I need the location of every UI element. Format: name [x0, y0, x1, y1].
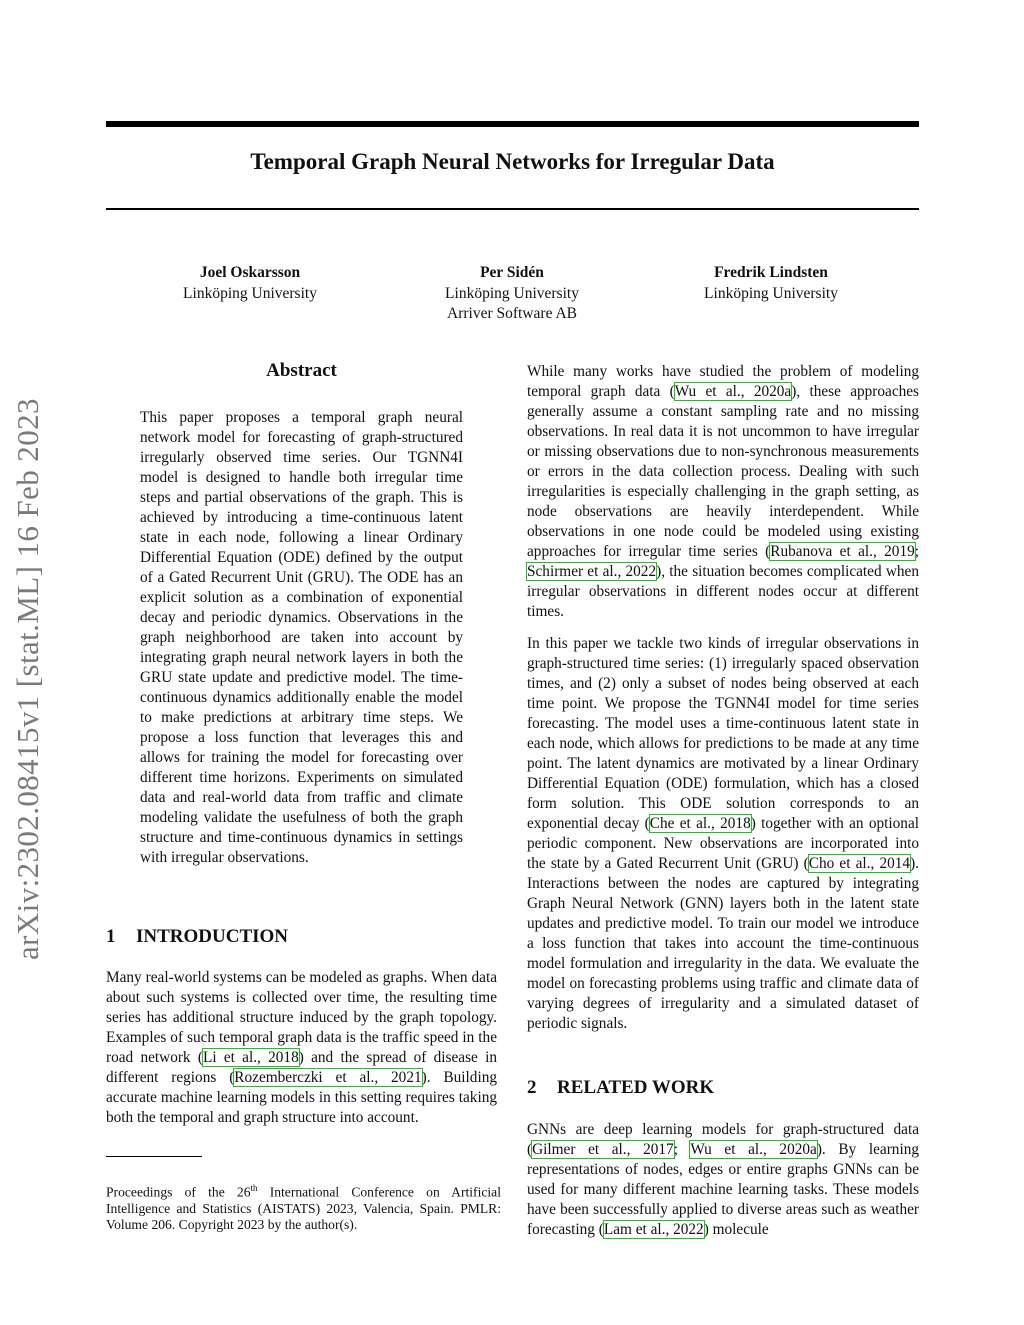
- paper-title: Temporal Graph Neural Networks for Irregular Data: [250, 149, 775, 174]
- title-rule-bottom: [106, 208, 919, 210]
- text-run: ) molecule: [703, 1221, 769, 1238]
- section-related-work-heading: [527, 1077, 714, 1099]
- author-affiliation-secondary: Arriver Software AB: [447, 305, 577, 322]
- text-run: ), these approaches generally assume a constant sampling rate and no missing observations. In real data it is not uncommon to have irregular or missing observations due to non-synchronous measurements or errors in the data collection process. Dealing with such irregularities is especially challenging in the graph setting, as node observations are heavily interdependent. While observations in one node could be modeled using existing approaches for irregular time series (: [527, 383, 920, 560]
- citation-link[interactable]: Li et al., 2018: [202, 1049, 299, 1066]
- author-name: Fredrik Lindsten: [714, 264, 828, 281]
- citation-link[interactable]: Wu et al., 2020a: [690, 1141, 817, 1158]
- section-title: INTRODUCTION: [136, 926, 289, 947]
- author-name: Per Sidén: [480, 264, 544, 281]
- author-2: [402, 263, 622, 325]
- text-run: ), the situation becomes complicated when irregular observations in different nodes occur at different times.: [527, 563, 919, 620]
- text-run: ) together with an optional periodic component. New observations are incorporated into the state by a Gated Recurrent Unit (GRU) (: [527, 815, 919, 872]
- section-number: 1: [106, 926, 116, 947]
- section-number: 2: [527, 1077, 537, 1098]
- section-introduction-heading: [106, 926, 288, 948]
- text-run: ). Building accurate machine learning models in this setting requires taking both the temporal and graph structure into account.: [106, 1069, 497, 1126]
- citation-link[interactable]: Gilmer et al., 2017: [532, 1141, 674, 1158]
- text-run: ). Interactions between the nodes are captured by integrating Graph Neural Network (GNN) layers both in the latent state updates and predictive model. To train our model we introduce a loss function that takes into account the time-continuous model formulation and irregularity in the data. We evaluate the model on forecasting problems using traffic and climate data of varying degrees of irregularity and a simulated dataset of periodic signals.: [527, 855, 919, 1032]
- text-run: ;: [673, 1141, 691, 1158]
- superscript: th: [250, 1183, 258, 1193]
- citation-link[interactable]: Cho et al., 2014: [808, 855, 911, 872]
- text-run: Proceedings of the 26: [106, 1184, 251, 1200]
- citation-link[interactable]: Rubanova et al., 2019: [770, 543, 915, 560]
- intro-paragraph-3: [527, 634, 919, 1034]
- intro-paragraph-1: [106, 968, 497, 1128]
- citation-link[interactable]: Lam et al., 2022: [603, 1221, 704, 1238]
- author-3: [661, 263, 881, 304]
- text-run: ). By learning representations of nodes, edges or entire graphs GNNs can be used for many different machine learning tasks. These models have been successfully applied to diverse areas such as weather forecasting (: [527, 1141, 919, 1238]
- abstract-heading: Abstract: [266, 360, 337, 381]
- text-run: International Conference on Artificial Intelligence and Statistics (AISTATS) 2023, Valencia, Spain. PMLR: Volume 206. Copyright 2023 by the author(s).: [106, 1184, 501, 1232]
- text-run: ) and the spread of disease in different regions (: [106, 1049, 497, 1086]
- intro-paragraph-2: [527, 362, 919, 622]
- text-run: In this paper we tackle two kinds of irregular observations in graph-structured time series: (1) irregularly spaced observation times, and (2) only a subset of nodes being observed at each time point. We propose the TGNN4I model for time series forecasting. The model uses a time-continuous latent state in each node, which allows for predictions to be made at any time point. The latent dynamics are motivated by a linear Ordinary Differential Equation (ODE) formulation, which has a closed form solution. This ODE solution corresponds to an exponential decay (: [527, 635, 919, 832]
- related-paragraph-1: [527, 1120, 919, 1240]
- author-affiliation: Linköping University: [445, 284, 579, 302]
- author-affiliation: Linköping University: [183, 284, 317, 302]
- section-title: RELATED WORK: [557, 1077, 715, 1098]
- citation-link[interactable]: Che et al., 2018: [649, 815, 751, 832]
- text-run: Many real-world systems can be modeled as graphs. When data about such systems is collected over time, the resulting time series has additional structure induced by the graph topology. Examples of such temporal graph data is the traffic speed in the road network (: [106, 969, 497, 1066]
- title-rule-top: [106, 121, 919, 127]
- author-1: [140, 263, 360, 304]
- citation-link[interactable]: Rozemberczki et al., 2021: [234, 1069, 422, 1086]
- citation-link[interactable]: Wu et al., 2020a: [674, 383, 792, 400]
- text-run: While many works have studied the problem of modeling temporal graph data (: [527, 363, 919, 400]
- arxiv-identifier: arXiv:2302.08415v1 [stat.ML] 16 Feb 2023: [10, 398, 45, 960]
- citation-link[interactable]: Schirmer et al., 2022: [527, 563, 657, 580]
- footnote-rule: [106, 1156, 202, 1157]
- footnote-proceedings: [106, 1180, 501, 1233]
- text-run: ;: [914, 543, 919, 560]
- abstract-text: This paper proposes a temporal graph neural network model for forecasting of graph-structured irregularly observed time series. Our TGNN4I model is designed to handle both irregular time steps and partial observations of the graph. This is achieved by introducing a time-continuous latent state in each node, following a linear Ordinary Differential Equation (ODE) defined by the output of a Gated Recurrent Unit (GRU). The ODE has an explicit solution as a combination of exponential decay and periodic dynamics. Observations in the graph neighborhood are taken into account by integrating graph neural network layers in both the GRU state update and predictive model. The time-continuous dynamics additionally enable the model to make predictions at arbitrary time steps. We propose a loss function that leverages this and allows for training the model for forecasting over different time horizons. Experiments on simulated data and real-world data from traffic and climate modeling validate the usefulness of both the graph structure and time-continuous dynamics in settings with irregular observations.: [140, 409, 463, 866]
- author-affiliation: Linköping University: [704, 284, 838, 302]
- text-run: GNNs are deep learning models for graph-structured data (: [527, 1121, 919, 1158]
- author-name: Joel Oskarsson: [199, 264, 301, 281]
